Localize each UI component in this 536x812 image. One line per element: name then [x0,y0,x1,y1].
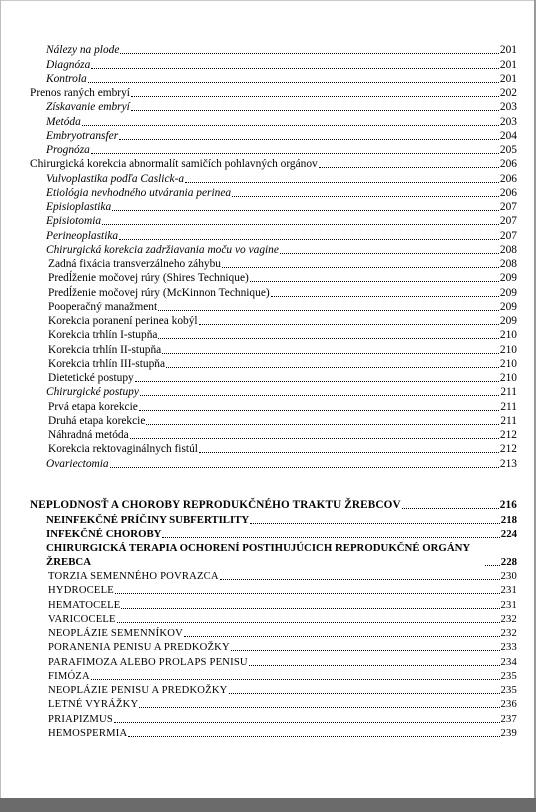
toc-entry[interactable] [30,129,517,143]
toc-entry-page-number: 210 [499,357,517,370]
toc-entry-page-number: 203 [499,115,517,128]
dot-leader [82,125,499,126]
toc-entry[interactable] [30,612,517,626]
toc-entry-page-number: 210 [499,343,517,356]
toc-entry-page-number: 211 [500,400,517,413]
toc-entry-title: Náhradná metóda [48,429,129,441]
toc-entry[interactable] [30,171,517,185]
toc-entry-page-number: 209 [499,272,517,285]
toc-entry[interactable] [30,527,517,541]
table-of-contents-lower [30,498,517,740]
page-bottom-shadow [0,798,536,812]
toc-entry-title: Diagnóza [46,58,91,71]
toc-entry-page-number: 207 [499,215,517,228]
toc-entry-title: NEOPLÁZIE SEMENNÍKOV [48,628,183,639]
toc-entry-title: Nálezy na plode [46,44,120,57]
toc-entry[interactable] [30,114,517,128]
toc-entry-title: Episiotomia [46,215,102,228]
toc-entry-title: PRIAPIZMUS [48,713,113,725]
page-top-edge [0,0,536,1]
toc-entry[interactable] [30,72,517,86]
toc-entry[interactable] [30,100,517,114]
toc-entry-page-number: 232 [500,628,517,639]
toc-entry[interactable] [30,285,517,299]
toc-entry-page-number: 234 [500,656,517,668]
toc-entry-title: Dietetické postupy [48,372,134,384]
toc-entry-page-number: 209 [499,315,517,327]
toc-entry-page-number: 210 [499,329,517,342]
dot-leader [131,110,499,111]
toc-entry-title: NEOPLÁZIE PENISU A PREDKOŽKY [48,685,228,696]
dot-leader [120,53,499,54]
toc-entry-title: Embryotransfer [46,129,119,142]
toc-entry-title: Prognóza [46,144,90,156]
toc-entry[interactable] [30,683,517,697]
dot-leader [402,508,499,509]
dot-leader [485,565,500,566]
toc-entry-page-number: 202 [499,87,517,99]
toc-entry[interactable] [30,200,517,214]
dot-leader [231,650,500,651]
toc-entry-title: Pooperačný manažment [48,300,158,313]
dot-leader [91,153,499,154]
dot-leader [280,253,499,254]
dot-leader [102,224,499,225]
dot-leader [112,210,499,211]
toc-entry[interactable] [30,456,517,470]
toc-entry-page-number: 224 [500,527,517,540]
toc-entry-page-number: 235 [500,685,517,696]
toc-entry-page-number: 209 [499,300,517,313]
toc-entry-title: Korekcia trhlín I-stupňa [48,329,158,342]
toc-entry[interactable] [30,626,517,640]
toc-entry-title: Chirurgická korekcia abnormalít samičích pohlavných orgánov [30,158,318,171]
toc-entry-title: HEMOSPERMIA [48,727,128,739]
toc-entry-page-number: 206 [499,158,517,171]
toc-entry[interactable] [30,541,517,569]
dot-leader [229,693,500,694]
toc-entry-page-number: 236 [500,699,517,711]
dot-leader [119,139,499,140]
toc-entry-page-number: 239 [500,727,517,739]
toc-entry-page-number: 237 [500,713,517,725]
toc-entry[interactable] [30,428,517,442]
toc-entry-title: CHIRURGICKÁ TERAPIA OCHORENÍ POSTIHUJÚCICH REPRODUKČNÉ ORGÁNY ŽREBCA [46,541,470,568]
toc-entry-page-number: 233 [500,642,517,654]
toc-entry-page-number: 232 [500,613,517,625]
dot-leader [250,281,499,282]
toc-entry-page-number: 235 [500,670,517,682]
toc-entry-page-number: 212 [499,443,517,456]
toc-entry-title: TORZIA SEMENNÉHO POVRAZCA [48,571,219,582]
toc-entry-page-number: 201 [499,72,517,85]
toc-entry-title: Perineoplastika [46,229,119,242]
table-of-contents-upper [30,43,517,471]
toc-entry-title: FIMÓZA [48,670,90,682]
dot-leader [199,452,499,453]
dot-leader [117,622,500,623]
dot-leader [158,310,499,311]
toc-entry-title: Chirurgická korekcia zadržiavania moču vo vagine [46,243,279,256]
dot-leader [184,636,500,637]
dot-leader [114,722,500,723]
dot-leader [130,438,499,439]
toc-entry-title: NEINFEKČNÉ PRÍČINY SUBFERTILITY [46,513,250,526]
dot-leader [162,537,499,538]
toc-entry[interactable] [30,726,517,740]
dot-leader [158,338,498,339]
toc-entry[interactable] [30,442,517,456]
toc-entry[interactable] [30,357,517,371]
toc-entry-page-number: 228 [500,555,517,568]
toc-entry-title: Etiológia nevhodného utvárania perinea [46,186,232,199]
toc-entry-title: Predĺženie močovej rúry (Shires Technique) [48,272,249,285]
dot-leader [271,296,499,297]
toc-entry-page-number: 206 [499,186,517,199]
toc-entry-page-number: 208 [499,243,517,256]
toc-entry-title: Chirurgické postupy [46,386,139,399]
toc-entry-page-number: 218 [500,513,517,526]
toc-entry-page-number: 201 [499,58,517,71]
toc-entry-title: Druhá etapa korekcie [48,414,146,427]
toc-entry[interactable] [30,228,517,242]
dot-leader [110,467,499,468]
toc-entry-page-number: 204 [499,129,517,142]
toc-entry-page-number: 207 [499,229,517,242]
toc-entry-page-number: 231 [500,599,517,611]
toc-entry-title: Zadná fixácia transverzálneho záhybu [48,258,221,270]
dot-leader [166,367,499,368]
dot-leader [119,239,499,240]
toc-entry[interactable] [30,512,517,526]
dot-leader [319,167,499,168]
toc-entry[interactable] [30,498,517,512]
dot-leader [162,353,499,354]
dot-leader [140,395,499,396]
toc-entry-title: HYDROCELE [48,585,114,597]
toc-entry-page-number: 212 [499,429,517,441]
toc-entry[interactable] [30,342,517,356]
dot-leader [139,707,499,708]
toc-entry-title: Predĺženie močovej rúry (McKinnon Technique) [48,286,270,299]
dot-leader [135,381,499,382]
toc-entry-page-number: 209 [499,286,517,299]
toc-entry-title: Episioplastika [46,201,112,213]
toc-entry[interactable] [30,583,517,597]
toc-entry[interactable] [30,157,517,171]
toc-entry-title: Korekcia rektovaginálnych fistúl [48,443,198,456]
toc-entry-page-number: 203 [499,101,517,114]
dot-leader [128,736,499,737]
toc-entry[interactable] [30,597,517,611]
toc-entry[interactable] [30,414,517,428]
toc-entry-title: Kontrola [46,72,87,85]
toc-entry-page-number: 210 [499,372,517,384]
toc-entry[interactable] [30,399,517,413]
dot-leader [220,579,500,580]
toc-entry-page-number: 207 [499,201,517,213]
dot-leader [146,424,499,425]
dot-leader [185,182,499,183]
toc-entry[interactable] [30,57,517,71]
toc-entry[interactable] [30,640,517,654]
toc-entry[interactable] [30,314,517,328]
toc-entry-title: Korekcia trhlín II-stupňa [48,343,162,356]
page-left-edge [0,0,1,812]
toc-entry[interactable] [30,143,517,157]
toc-entry[interactable] [30,271,517,285]
toc-entry-title: PORANENIA PENISU A PREDKOŽKY [48,642,230,654]
toc-entry[interactable] [30,711,517,725]
toc-entry[interactable] [30,371,517,385]
toc-entry[interactable] [30,328,517,342]
toc-entry[interactable] [30,569,517,583]
dot-leader [121,608,499,609]
dot-leader [115,593,500,594]
toc-entry-title: NEPLODNOSŤ A CHOROBY REPRODUKČNÉHO TRAKTU ŽREBCOV [30,499,401,512]
toc-entry-title: Prvá etapa korekcie [48,400,138,413]
dot-leader [250,523,500,524]
dot-leader [131,96,499,97]
toc-entry-title: Korekcia trhlín III-stupňa [48,357,166,370]
toc-entry[interactable] [30,43,517,57]
dot-leader [88,82,499,83]
toc-entry-title: Získavanie embryí [46,101,130,114]
dot-leader [139,410,500,411]
toc-entry-title: PARAFIMOZA ALEBO PROLAPS PENISU [48,656,248,668]
toc-entry-page-number: 211 [500,386,517,399]
dot-leader [222,267,499,268]
toc-entry[interactable] [30,186,517,200]
toc-entry-page-number: 231 [500,585,517,597]
dot-leader [91,679,500,680]
toc-entry[interactable] [30,300,517,314]
toc-entry-page-number: 205 [499,144,517,156]
toc-entry-title: VARICOCELE [48,613,116,625]
toc-entry[interactable] [30,669,517,683]
toc-entry-title: INFEKČNÉ CHOROBY [46,527,162,540]
toc-entry[interactable] [30,385,517,399]
toc-entry-title: HEMATOCELE [48,599,121,611]
toc-entry-title: LETNÉ VYRÁŽKY [48,699,139,711]
toc-entry-page-number: 230 [500,571,517,582]
toc-entry-title: Metóda [46,115,81,128]
toc-entry-page-number: 208 [499,258,517,270]
dot-leader [232,196,499,197]
toc-entry-page-number: 206 [499,172,517,185]
toc-entry-title: Korekcia poranení perinea kobýl [48,315,198,327]
toc-entry-title: Prenos raných embryí [30,87,130,99]
toc-entry-page-number: 201 [499,44,517,57]
toc-entry-title: Ovariectomia [46,457,109,470]
toc-entry[interactable] [30,243,517,257]
dot-leader [91,68,499,69]
toc-entry-page-number: 216 [499,499,517,512]
toc-entry[interactable] [30,654,517,668]
toc-entry-page-number: 211 [500,414,517,427]
toc-entry[interactable] [30,86,517,100]
toc-entry[interactable] [30,697,517,711]
toc-entry-title: Vulvoplastika podľa Caslick-a [46,172,185,185]
dot-leader [199,324,499,325]
toc-entry[interactable] [30,214,517,228]
toc-entry[interactable] [30,257,517,271]
toc-entry-page-number: 213 [499,457,517,470]
dot-leader [249,665,500,666]
